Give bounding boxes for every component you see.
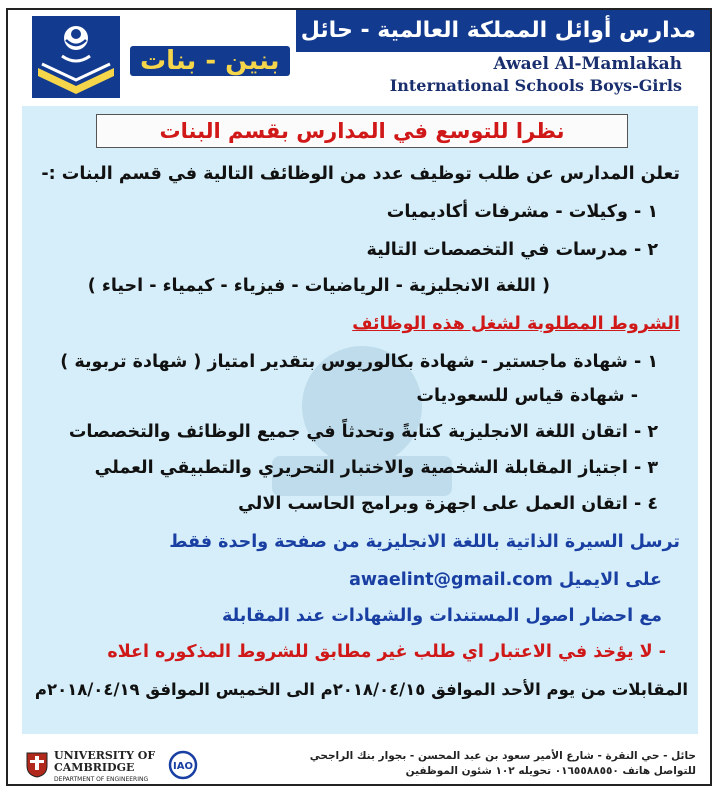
headline: نظرا للتوسع في المدارس بقسم البنات bbox=[96, 114, 628, 148]
cambridge-line1: UNIVERSITY OF bbox=[54, 749, 156, 762]
cambridge-line3: DEPARTMENT OF ENGINEERING bbox=[54, 776, 149, 783]
condition-1b: - شهادة قياس للسعوديات bbox=[416, 386, 638, 406]
conditions-title: الشروط المطلوبة لشغل هذه الوظائف bbox=[352, 314, 680, 334]
footer bbox=[8, 740, 710, 784]
boys-girls-tagline: بنين - بنات bbox=[130, 46, 290, 76]
school-title-ar: مدارس أوائل المملكة العالمية - حائل bbox=[296, 10, 710, 52]
advertisement-frame bbox=[6, 8, 712, 786]
address-text: حائل - حي النقرة - شارع الأمير سعود بن عبد المحسن - بجوار بنك الراجحي bbox=[309, 750, 696, 762]
school-logo-icon bbox=[32, 16, 120, 98]
cv-note: ترسل السيرة الذاتية باللغة الانجليزية من صفحة واحدة فقط bbox=[169, 532, 680, 552]
condition-1: ١ - شهادة ماجستير - شهادة بكالوريوس بتقدير امتياز ( شهادة تربوية ) bbox=[60, 352, 658, 372]
announcement-body bbox=[22, 106, 698, 734]
school-name-en-line1: Awael Al-Mamlakah bbox=[493, 54, 682, 74]
condition-2: ٢ - اتقان اللغة الانجليزية كتابةً وتحدثاً في جميع الوظائف والتخصصات bbox=[68, 422, 658, 442]
job-item-1: ١ - وكيلات - مشرفات أكاديميات bbox=[386, 202, 658, 222]
job-item-2: ٢ - مدرسات في التخصصات التالية bbox=[366, 240, 658, 260]
school-name-en-line2: International Schools Boys-Girls bbox=[389, 76, 682, 95]
iao-text: IAO bbox=[173, 761, 193, 772]
condition-3: ٣ - اجتياز المقابلة الشخصية والاختبار التحريري والتطبيقي العملي bbox=[94, 458, 658, 478]
intro-text: تعلن المدارس عن طلب توظيف عدد من الوظائف التالية في قسم البنات :- bbox=[41, 164, 680, 184]
contact-info bbox=[310, 750, 696, 780]
email-address[interactable]: awaelint@gmail.com bbox=[349, 570, 553, 590]
cambridge-line2: CAMBRIDGE bbox=[54, 761, 135, 774]
iao-logo-icon bbox=[168, 750, 198, 780]
email-line bbox=[349, 570, 662, 590]
phone-text: للتواصل هاتف ٠١٦٥٥٨٨٥٥٠ تحويله ١٠٢ شئون الموظفين bbox=[405, 765, 696, 777]
warning-note: - لا يؤخذ في الاعتبار اي طلب غير مطابق للشروط المذكوره اعلاه bbox=[107, 642, 666, 662]
school-name-en bbox=[390, 54, 682, 95]
cambridge-shield-icon bbox=[26, 752, 48, 778]
condition-4: ٤ - اتقان العمل على اجهزة وبرامج الحاسب الالي bbox=[238, 494, 658, 514]
interview-dates: المقابلات من يوم الأحد الموافق ٢٠١٨/٠٤/١٥م الى الخميس الموافق ٢٠١٨/٠٤/١٩م bbox=[34, 680, 688, 699]
email-label: على الايميل bbox=[559, 570, 662, 590]
documents-note: مع احضار اصول المستندات والشهادات عند المقابلة bbox=[222, 606, 662, 626]
header bbox=[8, 10, 710, 106]
job-subjects: ( اللغة الانجليزية - الرياضيات - فيزياء - كيمياء - احياء ) bbox=[87, 276, 550, 296]
cambridge-text bbox=[54, 750, 164, 786]
